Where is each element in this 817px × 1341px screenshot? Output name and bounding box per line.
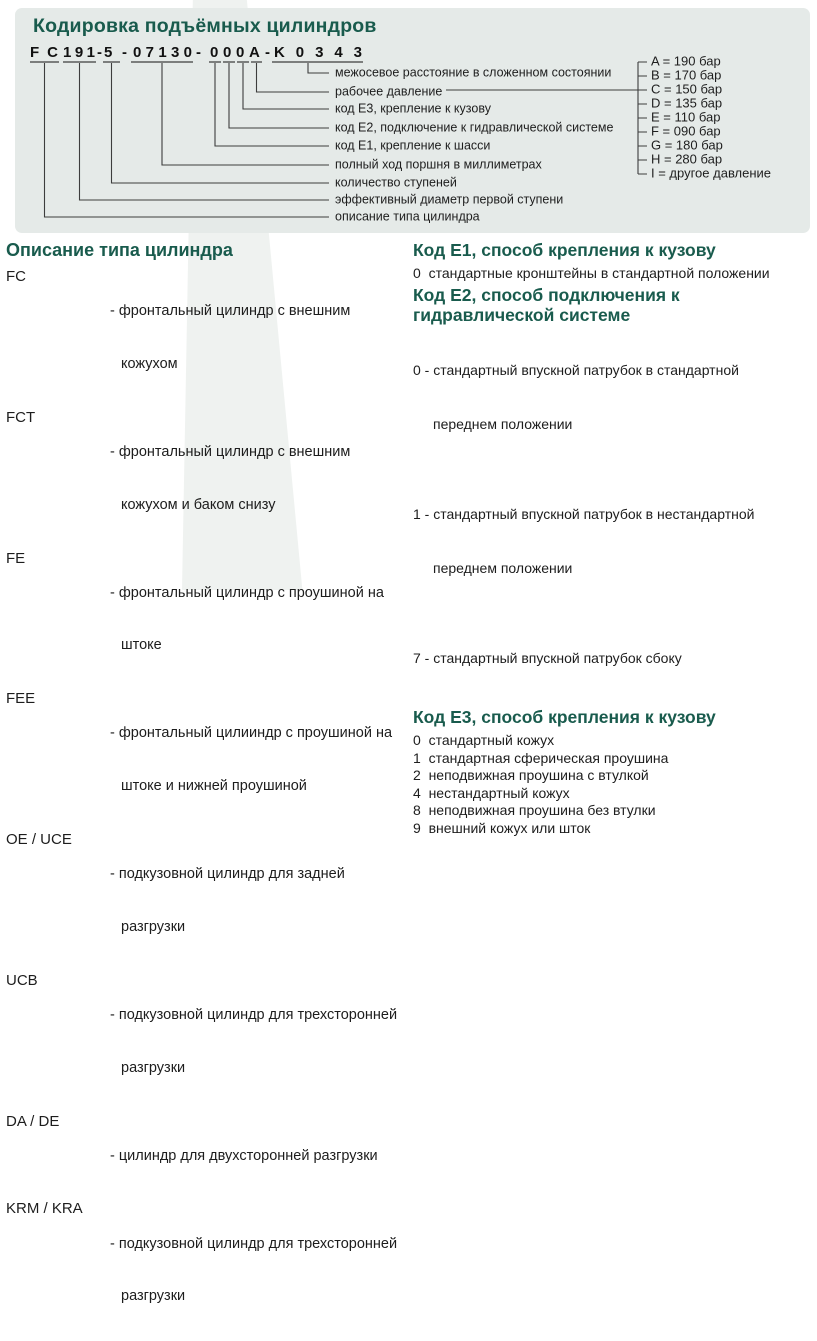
- pressure-item: D = 135 бар: [651, 95, 723, 111]
- type-definition: - фронтальный цилиндр с внешним кожухом: [110, 303, 351, 372]
- e3-item: 9 внешний кожух или шток: [413, 819, 591, 836]
- e1-item: 0 стандартные кронштейны в стандартной положении: [413, 265, 770, 281]
- callout-label-pressure: рабочее давление: [335, 84, 443, 99]
- e2-item: 0 - стандартный впускной патрубок в стандартной переднем положении: [413, 362, 739, 432]
- pressure-item: F = 090 бар: [651, 123, 721, 139]
- type-row: [6, 831, 408, 972]
- panel-title: Кодировка подъёмных цилиндров: [33, 15, 377, 37]
- type-term: FE: [6, 549, 26, 567]
- type-definition: - подкузовной цилиндр для задней разгрузки: [110, 866, 345, 935]
- type-term: OE / UCE: [6, 831, 72, 848]
- pressure-item: G = 180 бар: [651, 137, 723, 153]
- type-definition: - цилиндр для двухсторонней разгрузки: [110, 1147, 378, 1164]
- type-definition: - фронтальный цилиндр с проушиной на штоке: [110, 584, 384, 654]
- callout-label-type: описание типа цилиндра: [335, 209, 480, 224]
- e2-item: 7 - стандартный впускной патрубок сбоку: [413, 650, 682, 666]
- code-segment-e2: 0: [223, 44, 232, 61]
- pressure-item: I = другое давление: [651, 165, 772, 181]
- code-segment-stages: 5: [104, 44, 113, 61]
- type-term: DA / DE: [6, 1112, 60, 1130]
- mount-codes-section: [413, 240, 811, 838]
- type-term: FEE: [6, 690, 36, 708]
- type-row: [6, 1200, 408, 1341]
- type-definition: - фронтальный цилииндр с проушиной на штоке и нижней проушиной: [110, 725, 393, 795]
- code-dash: -: [265, 44, 270, 61]
- type-term: FC: [6, 268, 26, 285]
- type-definition: - подкузовной цилиндр для трехсторонней разгрузки: [110, 1235, 398, 1305]
- callout-label-e3: код E3, крепление к кузову: [335, 101, 491, 116]
- code-dash: -: [122, 44, 127, 61]
- e3-item: 0 стандартный кожух: [413, 732, 555, 748]
- callout-label-stroke: полный ход поршня в миллиметрах: [335, 157, 542, 172]
- code-segment-distance: K0343: [274, 44, 362, 61]
- code-segment-e1: 0: [210, 44, 219, 61]
- e1-section-title: Код E1, способ крепления к кузову: [413, 240, 716, 260]
- callout-label-distance: межосевое расстояние в сложенном состоянии: [335, 65, 612, 80]
- e2-section-title: Код E2, способ подключения к гидравлической системе: [413, 285, 680, 325]
- callout-label-e1: код E1, крепление к шасси: [335, 138, 491, 153]
- code-dash: -: [97, 44, 102, 61]
- type-term: FCT: [6, 408, 36, 426]
- type-definition: - фронтальный цилиндр с внешним кожухом и баком снизу: [110, 443, 351, 513]
- code-segment-stroke: 07130: [133, 44, 192, 61]
- code-segment-e3: 0: [236, 44, 245, 61]
- code-segment-pressure: A: [249, 44, 260, 61]
- type-row: [6, 690, 408, 831]
- code-segment-diameter: 191: [63, 44, 95, 61]
- e3-item: 8 неподвижная проушина без втулки: [413, 802, 656, 819]
- type-row: [6, 550, 408, 691]
- pressure-item: H = 280 бар: [651, 151, 723, 167]
- e3-list: [413, 732, 811, 838]
- callout-label-e2: код E2, подключение к гидравлической системе: [335, 120, 614, 135]
- callout-label-diameter: эффективный диаметр первой ступени: [335, 192, 564, 207]
- e2-item: 1 - стандартный впускной патрубок в нестандартной переднем положении: [413, 506, 755, 576]
- e3-section-title: Код E3, способ крепления к кузову: [413, 707, 716, 727]
- e3-item: 4 нестандартный кожух: [413, 784, 570, 801]
- pressure-item: A = 190 бар: [651, 53, 721, 69]
- type-definition: - подкузовной цилиндр для трехсторонней разгрузки: [110, 1006, 398, 1076]
- type-term: UCB: [6, 971, 38, 989]
- type-row: [6, 409, 408, 550]
- types-table: [6, 268, 408, 1341]
- type-row: [6, 1113, 408, 1201]
- pressure-item: B = 170 бар: [651, 67, 722, 83]
- e3-item: 2 неподвижная проушина с втулкой: [413, 767, 649, 784]
- cylinder-types-section: [6, 240, 408, 1341]
- pressure-item: C = 150 бар: [651, 81, 723, 97]
- e3-item: 1 стандартная сферическая проушина: [413, 749, 669, 766]
- callout-label-stages: количество ступеней: [335, 175, 457, 190]
- type-row: [6, 972, 408, 1113]
- pressure-item: E = 110 бар: [651, 109, 721, 125]
- type-row: [6, 268, 408, 409]
- code-segment-type: FC: [30, 44, 58, 61]
- types-section-title: Описание типа цилиндра: [6, 240, 233, 260]
- code-dash: -: [196, 44, 201, 61]
- type-term: KRM / KRA: [6, 1200, 83, 1218]
